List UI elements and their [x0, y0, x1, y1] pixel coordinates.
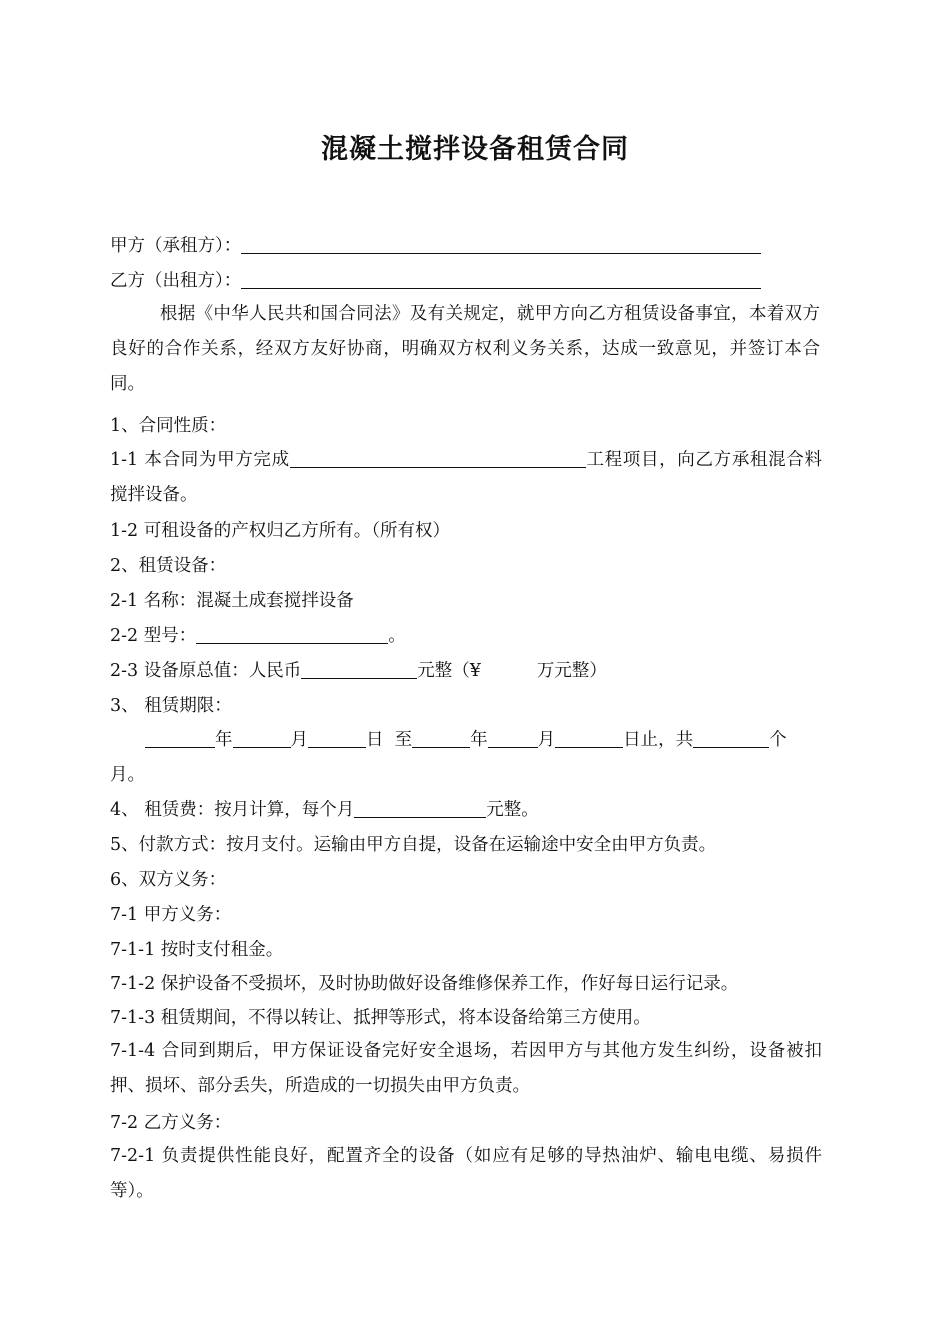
to-label: 至	[394, 730, 413, 750]
clause-1-1-pre: 1-1 本合同为甲方完成	[110, 450, 290, 470]
total-months-blank	[693, 728, 769, 748]
clause-2-3-mid: 元整（¥	[417, 661, 481, 681]
clause-4-post: 元整。	[486, 800, 539, 820]
section-6-heading: 6、双方义务：	[110, 870, 227, 890]
party-a-label: 甲方（承租方）：	[110, 236, 242, 256]
start-day-label: 日	[366, 730, 384, 750]
value-blank	[301, 659, 417, 679]
lease-period-tail: 月。	[110, 765, 145, 785]
clause-2-2-pre: 2-2 型号：	[110, 626, 197, 646]
lease-period-line	[145, 728, 787, 752]
section-2-heading: 2、租赁设备：	[110, 556, 227, 576]
clause-2-3	[110, 659, 607, 683]
end-day-blank	[555, 728, 623, 748]
clause-7-2-1: 7-2-1 负责提供性能良好，配置齐全的设备（如应有足够的导热油炉、输电电缆、易损件等）。	[110, 1146, 822, 1201]
end-day-label: 日止，共	[623, 730, 694, 750]
end-year-label: 年	[470, 730, 488, 750]
start-year-label: 年	[215, 730, 233, 750]
party-b-blank	[241, 269, 761, 289]
clause-1-1	[110, 443, 822, 513]
end-month-blank	[488, 728, 538, 748]
clause-7-1: 7-1 甲方义务：	[110, 905, 232, 925]
clause-2-3-post: 万元整）	[536, 661, 607, 681]
clause-1-2: 1-2 可租设备的产权归乙方所有。（所有权）	[110, 521, 450, 541]
model-blank	[196, 624, 388, 644]
project-name-blank	[290, 448, 586, 468]
clause-7-2: 7-2 乙方义务：	[110, 1113, 232, 1133]
clause-2-2	[110, 624, 406, 648]
monthly-fee-blank	[354, 798, 486, 818]
start-month-label: 月	[290, 730, 308, 750]
unit-label: 个	[769, 730, 787, 750]
clause-2-3-pre: 2-3 设备原总值：人民币	[110, 661, 302, 681]
party-a-blank	[241, 234, 761, 254]
section-3-heading: 3、 租赁期限：	[110, 696, 232, 716]
clause-1-1-post: 工程项目，向乙方承租混合料搅拌设备。	[110, 450, 822, 505]
start-month-blank	[233, 728, 291, 748]
start-year-blank	[145, 728, 215, 748]
start-day-blank	[308, 728, 366, 748]
clause-7-1-4: 7-1-4 合同到期后，甲方保证设备完好安全退场，若因甲方与其他方发生纠纷，设备被扣押、损坏、部分丢失，所造成的一切损失由甲方负责。	[110, 1041, 822, 1096]
party-b-label: 乙方（出租方）：	[110, 271, 242, 291]
end-year-blank	[412, 728, 470, 748]
clause-2-1: 2-1 名称：混凝土成套搅拌设备	[110, 591, 354, 611]
clause-7-1-2: 7-1-2 保护设备不受损坏，及时协助做好设备维修保养工作，作好每日运行记录。	[110, 974, 739, 994]
clause-2-2-post: 。	[388, 626, 406, 646]
clause-4-pre: 4、 租赁费：按月计算，每个月	[110, 800, 355, 820]
clause-5: 5、付款方式：按月支付。运输由甲方自提，设备在运输途中安全由甲方负责。	[110, 835, 717, 855]
page-title: 混凝土搅拌设备租赁合同	[321, 134, 629, 165]
clause-7-1-1: 7-1-1 按时支付租金。	[110, 940, 284, 960]
clause-7-1-3: 7-1-3 租赁期间，不得以转让、抵押等形式，将本设备给第三方使用。	[110, 1008, 651, 1028]
party-b-line	[110, 269, 761, 293]
preamble: 根据《中华人民共和国合同法》及有关规定，就甲方向乙方租赁设备事宜，本着双方良好的合作关系，经双方友好协商，明确双方权利义务关系，达成一致意见，并签订本合同。	[110, 304, 820, 394]
end-month-label: 月	[537, 730, 556, 750]
clause-4	[110, 798, 539, 822]
section-1-heading: 1、合同性质：	[110, 416, 227, 436]
party-a-line	[110, 234, 761, 258]
